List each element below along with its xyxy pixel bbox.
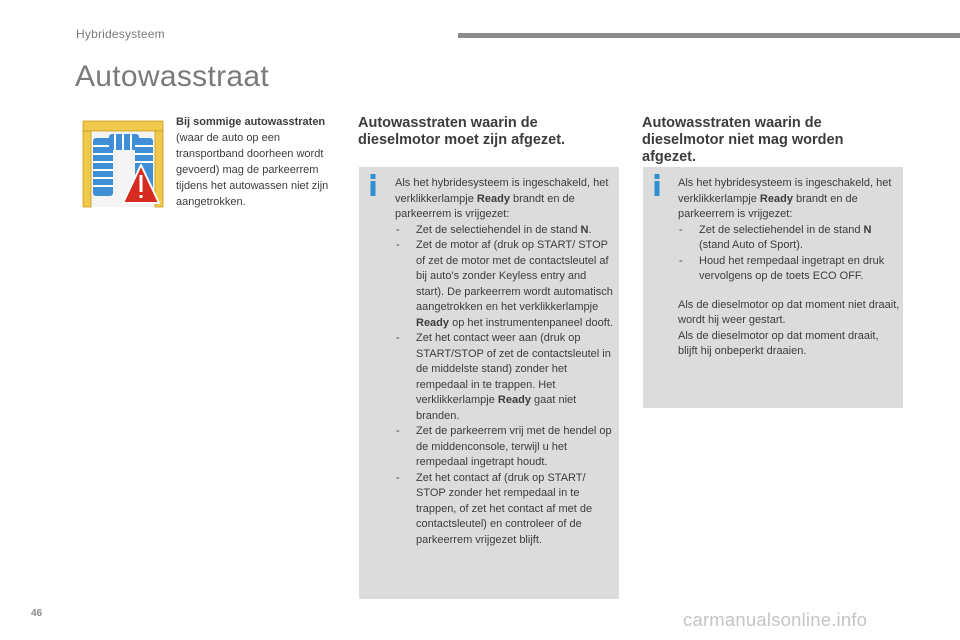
heading-engine-running: Autowasstraten waarin de dieselmotor niet mag worden afgezet. xyxy=(642,115,844,165)
box1-intro: Als het hybridesysteem is ingeschakeld, het verklikkerlampje Ready brandt en de parkeerrem is vrijgezet: xyxy=(395,177,609,220)
box2-intro: Als het hybridesysteem is ingeschakeld, het verklikkerlampje Ready brandt en de parkeerrem is vrijgezet: xyxy=(678,177,892,220)
list-item: - Houd het rempedaal ingetrapt en druk vervolgens op de toets ECO OFF. xyxy=(678,254,900,285)
page-number: 46 xyxy=(31,608,43,619)
info-icon xyxy=(369,174,377,196)
watermark: carmanualsonline.info xyxy=(683,609,868,630)
intro-body: (waar de auto op een transportband doorheen wordt gevoerd) mag de parkeerrem tijdens het autowassen niet zijn aangetrokken. xyxy=(176,132,329,208)
list-item: - Zet het contact weer aan (druk op START/STOP of zet de contactsleutel in de middelste stand) zonder het rempedaal in te trappen. Het verklikkerlampje Ready gaat niet branden. xyxy=(395,331,617,424)
car-wash-warning-illustration xyxy=(79,118,167,210)
intro-bold: Bij sommige autowasstraten xyxy=(176,116,326,128)
box2-para2: Als de dieselmotor op dat moment draait, blijft hij onbeperkt draaien. xyxy=(678,329,879,357)
box1-steps xyxy=(395,223,617,549)
info-icon xyxy=(653,174,661,196)
list-item: - Zet de selectiehendel in de stand N (stand Auto of Sport). xyxy=(678,223,900,254)
box2-steps xyxy=(678,223,900,285)
page-title: Autowasstraat xyxy=(75,60,269,93)
list-item: - Zet het contact af (druk op START/ STOP zonder het rempedaal in te trappen, of zet het contact af met de contactsleutel) en controleer of de parkeerrem vrijgezet blijft. xyxy=(395,471,617,549)
heading-engine-off: Autowasstraten waarin de dieselmotor moet zijn afgezet. xyxy=(358,115,566,148)
list-item: - Zet de motor af (druk op START/ STOP of zet de motor met de contactsleutel af bij auto's zonder Keyless entry and start). De parkeerrem wordt automatisch aangetrokken en het verklikkerlampje Ready op het instrumentenpaneel dooft. xyxy=(395,238,617,331)
section-label: Hybridesysteem xyxy=(76,27,165,41)
info-box-engine-running xyxy=(643,167,903,408)
list-item: - Zet de selectiehendel in de stand N. xyxy=(395,223,617,239)
info-box-engine-off xyxy=(359,167,619,599)
header-rule xyxy=(458,33,960,38)
list-item: - Zet de parkeerrem vrij met de hendel op de middenconsole, terwijl u het rempedaal ingetrapt houdt. xyxy=(395,424,617,471)
brush-top-icon xyxy=(109,134,139,150)
intro-text xyxy=(176,114,346,210)
box2-para1: Als de dieselmotor op dat moment niet draait, wordt hij weer gestart. xyxy=(678,298,900,326)
